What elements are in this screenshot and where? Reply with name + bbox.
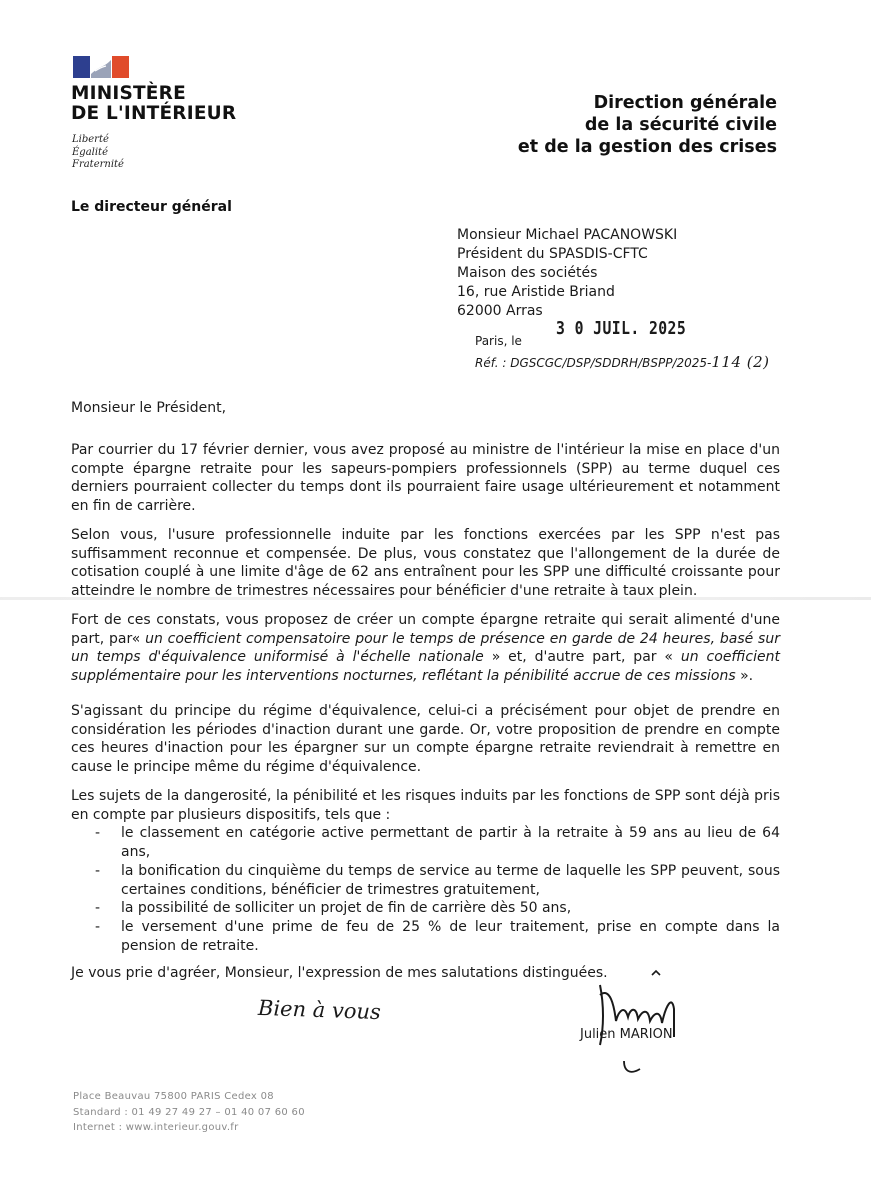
ministry-name	[71, 84, 236, 124]
marianne-logo-icon	[73, 56, 129, 78]
recipient-line: 62000 Arras	[457, 303, 543, 319]
direction-line-1: Direction générale	[593, 93, 777, 113]
reference-prefix: Réf. : DGSCGC/DSP/SDDRH/BSPP/2025-	[475, 356, 712, 370]
footer-address: Place Beauvau 75800 PARIS Cedex 08	[73, 1091, 274, 1102]
direction-title	[518, 92, 777, 158]
republic-motto	[72, 134, 124, 172]
salutation: Monsieur le Président,	[71, 400, 227, 416]
paragraph-1: Par courrier du 17 février dernier, vous avez proposé au ministre de l'intérieur la mise en place d'un compte épargne retraite pour les sapeurs-pompiers professionnels (SPP) au terme duquel ces derniers pourraient collecter du temps dont ils pourraient faire usage ultérieurement et notamment en fin de carrière.	[71, 442, 780, 515]
date-stamp: 3 0 JUIL. 2025	[556, 318, 687, 339]
paragraph-2: Selon vous, l'usure professionnelle induite par les fonctions exercées par les SPP n'est pas suffisamment reconnue et compensée. De plus, vous constatez que l'allongement de la durée de cotisation couplé à une limite d'âge de 62 ans entraînent pour les SPP une difficulté croissante pour atteindre le nombre de trimestres nécessaires pour bénéficier d'une retraite à taux plein.	[71, 527, 780, 600]
signature	[570, 965, 710, 1085]
footer-website: Internet : www.interieur.gouv.fr	[73, 1122, 239, 1133]
signer-name: Julien MARION	[580, 1027, 673, 1042]
motto-egalite: Égalité	[72, 146, 108, 158]
direction-line-3: et de la gestion des crises	[517, 137, 777, 157]
list-item: - le classement en catégorie active permettant de partir à la retraite à 59 ans au lieu de 64 ans,	[71, 824, 780, 861]
measures-list	[71, 824, 780, 955]
direction-line-2: de la sécurité civile	[584, 115, 777, 135]
recipient-address	[457, 226, 677, 321]
paragraph-3-quote-1: un coefficient compensatoire pour le temps de présence en garde de 24 heures, basé sur un temps d'équivalence uniformisé à l'échelle nationale	[71, 630, 780, 666]
footer-phone: Standard : 01 49 27 49 27 – 01 40 07 60 60	[73, 1106, 305, 1118]
paragraph-5-intro: Les sujets de la dangerosité, la pénibilité et les risques induits par les fonctions de SPP sont déjà pris en compte par plusieurs dispositifs, tels que :	[71, 788, 780, 823]
handwritten-note: Bien à vous	[257, 995, 382, 1025]
recipient-line: Président du SPASDIS-CFTC	[457, 246, 648, 262]
date-place: Paris, le	[475, 334, 522, 348]
paragraph-3-text: » et, d'autre part, par «	[483, 649, 681, 666]
paragraph-3	[71, 611, 780, 686]
motto-liberte: Liberté	[72, 134, 109, 145]
motto-fraternite: Fraternité	[72, 159, 124, 170]
recipient-line: Maison des sociétés	[457, 265, 598, 281]
paragraph-4: S'agissant du principe du régime d'équivalence, celui-ci a précisément pour objet de prendre en considération les périodes d'inaction durant une garde. Or, votre proposition de prendre en compte ces heures d'inaction pour les épargner sur un compte épargne retraite reviendrait à remettre en cause le principe même du régime d'équivalence.	[71, 703, 780, 776]
reference-line	[475, 353, 770, 371]
ministry-line-1: MINISTÈRE	[71, 83, 186, 104]
paragraph-5	[71, 787, 780, 955]
reference-handwritten-number: 114 (2)	[711, 353, 770, 371]
sender-title: Le directeur général	[71, 199, 232, 215]
paragraph-3-quote-2: un coefficient supplémentaire pour les interventions nocturnes, reflétant la pénibilité accrue de ces missions	[71, 649, 780, 685]
closing-formula: Je vous prie d'agréer, Monsieur, l'expression de mes salutations distinguées.	[71, 965, 608, 981]
paragraph-3-text: ».	[735, 668, 754, 685]
list-item: - le versement d'une prime de feu de 25 % de leur traitement, prise en compte dans la pension de retraite.	[71, 918, 780, 955]
footer	[73, 1089, 305, 1136]
recipient-line: 16, rue Aristide Briand	[457, 284, 615, 300]
list-item: - la bonification du cinquième du temps de service au terme de laquelle les SPP peuvent, sous certaines conditions, bénéficier de trimestres gratuitement,	[71, 862, 780, 899]
recipient-line: Monsieur Michael PACANOWSKI	[457, 227, 678, 243]
paragraph-3-text: Fort de ces constats, vous proposez de créer un compte épargne retraite qui serait alimenté d'une part, par«	[71, 612, 780, 647]
list-item: - la possibilité de solliciter un projet de fin de carrière dès 50 ans,	[71, 899, 780, 918]
ministry-line-2: DE L'INTÉRIEUR	[71, 103, 237, 124]
